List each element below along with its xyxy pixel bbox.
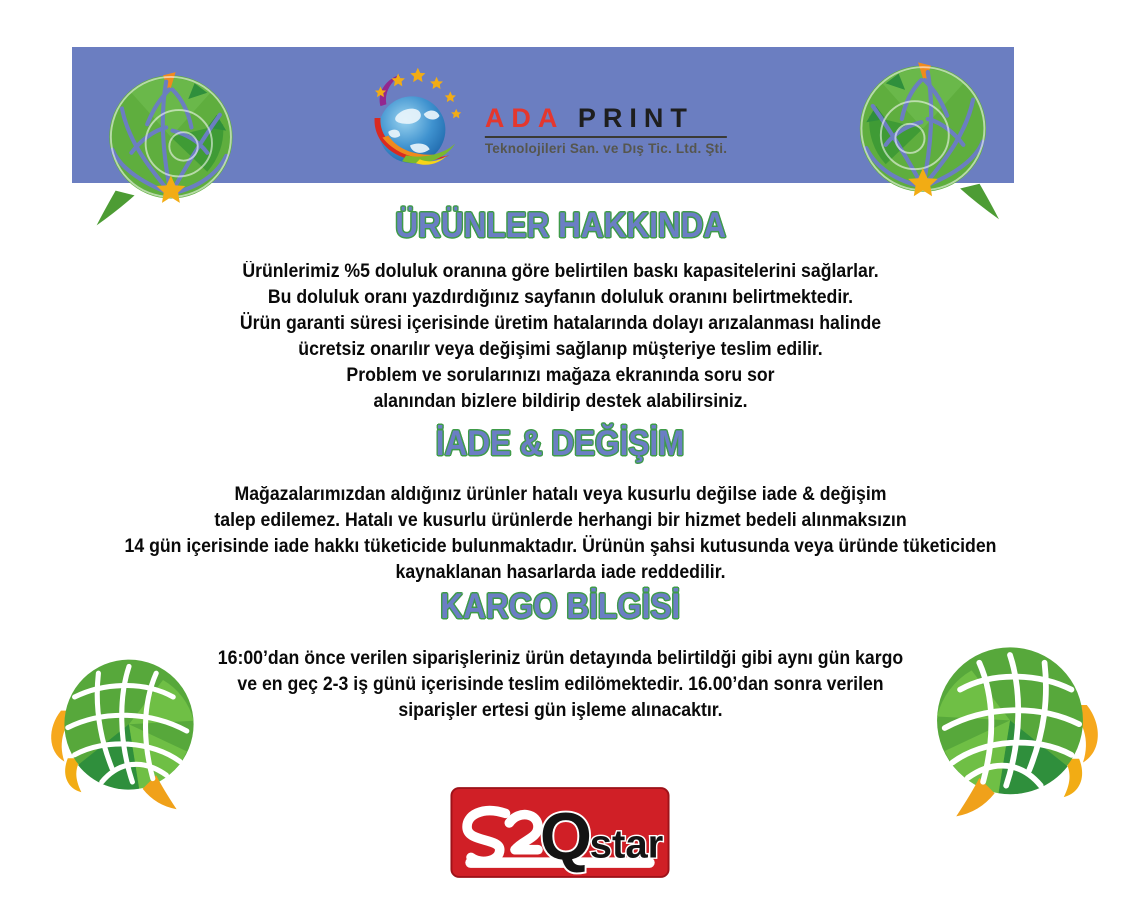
section-iade-degisim xyxy=(0,425,1121,470)
brand-divider xyxy=(485,136,727,138)
paragraph-line: Mağazalarımızdan aldığınız ürünler hatalı veya kusurlu değilse iade & değişim xyxy=(234,484,887,505)
brand-name-secondary: PRINT xyxy=(577,103,694,133)
paragraph-line: talep edilemez. Hatalı ve kusurlu ürünlerde herhangi bir hizmet bedeli alınmaksızın xyxy=(214,510,907,531)
paragraph-line: ve en geç 2-3 iş günü içerisinde teslim edilömektedir. 16.00’dan sonra verilen xyxy=(237,674,884,695)
paragraph-line: Ürün garanti süresi içerisinde üretim hatalarında dolayı arızalanması halinde xyxy=(239,313,882,334)
section-title: İADE & DEĞİŞİM xyxy=(436,424,685,463)
brand-name-primary: ADA xyxy=(484,103,564,133)
qstar-logo xyxy=(450,785,670,880)
brand-name xyxy=(485,104,727,132)
paragraph-urunler xyxy=(39,259,1082,415)
paragraph-line: 16:00’dan önce verilen siparişleriniz ürün detayında belirtildği gibi aynı gün kargo xyxy=(217,648,904,669)
paragraph-line: kaynaklanan hasarlarda iade reddedilir. xyxy=(395,562,726,583)
paragraph-line: alanından bizlere bildirip destek alabilirsiniz. xyxy=(373,391,748,412)
paragraph-line: Ürünlerimiz %5 doluluk oranına göre belirtilen baskı kapasitelerini sağlarlar. xyxy=(242,261,879,282)
company-logo xyxy=(359,57,727,175)
section-title: KARGO BİLGİSİ xyxy=(440,587,681,626)
paragraph-iade xyxy=(39,482,1082,586)
header-banner xyxy=(72,47,1014,183)
globe-stars-icon xyxy=(359,57,477,175)
paragraph-line: 14 gün içerisinde iade hakkı tüketicide bulunmaktadır. Ürünün şahsi kutusunda veya üründe tüketiciden xyxy=(124,536,997,557)
brand-tagline: Teknolojileri San. ve Dış Tic. Ltd. Şti. xyxy=(484,141,728,156)
company-logo-text xyxy=(485,104,727,156)
qstar-suffix: star xyxy=(589,821,664,867)
section-urunler-hakkinda xyxy=(0,207,1121,252)
paragraph-line: ücretsiz onarılır veya değişimi sağlanıp müşteriye teslim edilir. xyxy=(298,339,823,360)
paragraph-line: siparişler ertesi gün işleme alınacaktır. xyxy=(398,700,723,721)
qstar-letter-q: Q xyxy=(539,799,592,875)
paragraph-line: Bu doluluk oranı yazdırdığınız sayfanın doluluk oranını belirtmektedir. xyxy=(267,287,854,308)
paragraph-line: Problem ve sorularınızı mağaza ekranında soru sor xyxy=(346,365,775,386)
section-title: ÜRÜNLER HAKKINDA xyxy=(395,206,726,245)
paragraph-kargo xyxy=(39,646,1082,724)
section-kargo-bilgisi xyxy=(0,588,1121,633)
leaf-spiral-icon xyxy=(850,51,1012,229)
